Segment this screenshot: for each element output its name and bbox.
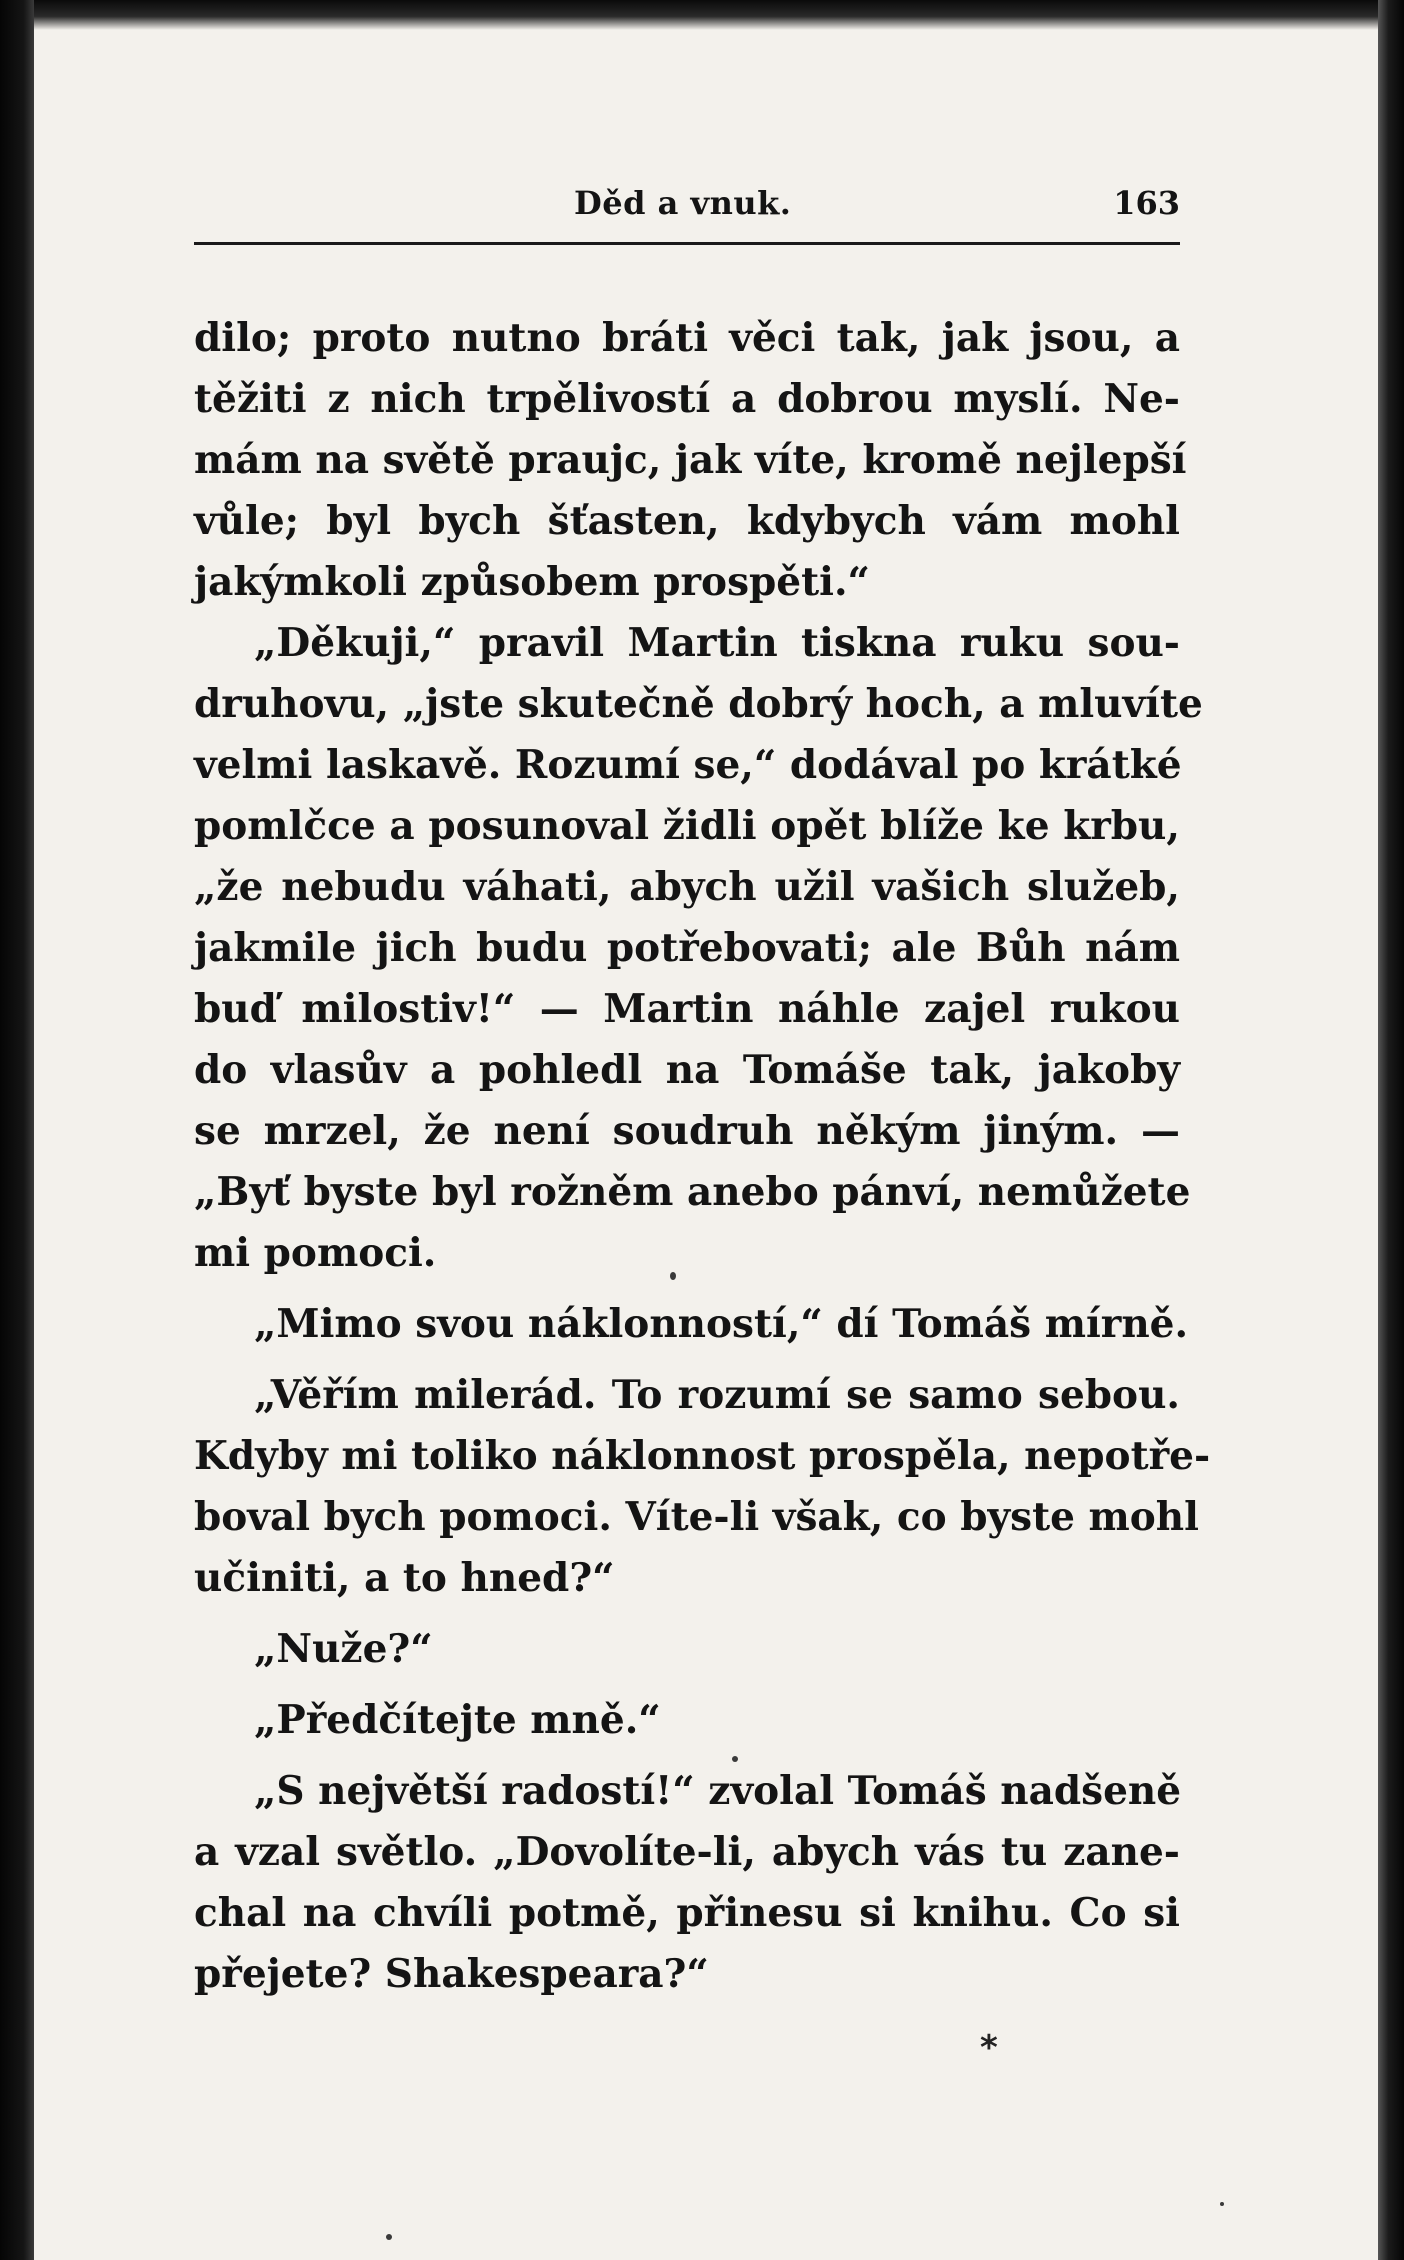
page-header [194,184,1180,230]
running-title: Děd a vnuk. [574,184,792,222]
header-rule [194,242,1180,245]
text-line: mám na světě praujc, jak víte, kromě nejlepší [194,437,1187,483]
text-line: mi pomoci. [194,1230,437,1276]
page-number: 163 [1113,184,1180,222]
text-line: „Byť byste byl rožněm anebo pánví, nemůžete [194,1169,1191,1215]
text-line: učiniti, a to hned?“ [194,1555,615,1601]
scan-speck [670,1272,676,1280]
text-line: se mrzel, že není soudruh někým jiným. — [194,1108,1180,1154]
scan-speck [1220,2202,1224,2206]
text-line: „že nebudu váhati, abych užil vašich služeb, [194,864,1180,910]
paragraph-gap [194,1355,1180,1365]
paragraph-first-line: „S největší radostí!“ zvolal Tomáš nadšeně [254,1768,1182,1814]
page-right-shadow [1378,0,1404,2260]
paragraph-gap [194,1284,1180,1294]
text-line: jakýmkoli způsobem prospěti.“ [194,559,870,605]
page-top-shadow [0,0,1404,30]
paragraph-first-line: „Předčítejte mně.“ [254,1697,661,1743]
text-line: druhovu, „jste skutečně dobrý hoch, a mluvíte [194,681,1203,727]
text-line: vůle; byl bych šťasten, kdybych vám mohl [194,498,1180,544]
text-line: těžiti z nich trpělivostí a dobrou myslí. Ne- [194,376,1180,422]
book-spine-shadow [0,0,34,2260]
text-line: do vlasův a pohledl na Tomáše tak, jakoby [194,1047,1180,1093]
text-line: Kdyby mi toliko náklonnost prospěla, nepotře- [194,1433,1211,1479]
text-line: a vzal světlo. „Dovolíte-li, abych vás tu zane- [194,1829,1180,1875]
text-line: jakmile jich budu potřebovati; ale Bůh nám [194,925,1180,971]
paragraph-first-line: „Nuže?“ [254,1626,433,1672]
paragraph-gap [194,1751,1180,1761]
scan-speck [386,2234,392,2240]
end-ornament: * [980,2028,998,2068]
paragraph-first-line: „Mimo svou náklonností,“ dí Tomáš mírně. [254,1301,1189,1347]
text-line: přejete? Shakespeara?“ [194,1951,709,1997]
text-line: velmi laskavě. Rozumí se,“ dodával po krátké [194,742,1182,788]
text-line: pomlčce a posunoval židli opět blíže ke krbu, [194,803,1180,849]
text-line: buď milostiv!“ — Martin náhle zajel rukou [194,986,1180,1032]
paragraph-gap [194,1609,1180,1619]
text-line: boval bych pomoci. Víte-li však, co byste mohl [194,1494,1199,1540]
text-line: chal na chvíli potmě, přinesu si knihu. Co si [194,1890,1180,1936]
paragraph-first-line: „Věřím milerád. To rozumí se samo sebou. [254,1372,1180,1418]
scan-speck [732,1756,738,1762]
text-line: dilo; proto nutno bráti věci tak, jak jsou, a [194,315,1180,361]
body-text [194,308,1211,2005]
paragraph-gap [194,1680,1180,1690]
paragraph-first-line: „Děkuji,“ pravil Martin tiskna ruku sou- [254,620,1180,666]
